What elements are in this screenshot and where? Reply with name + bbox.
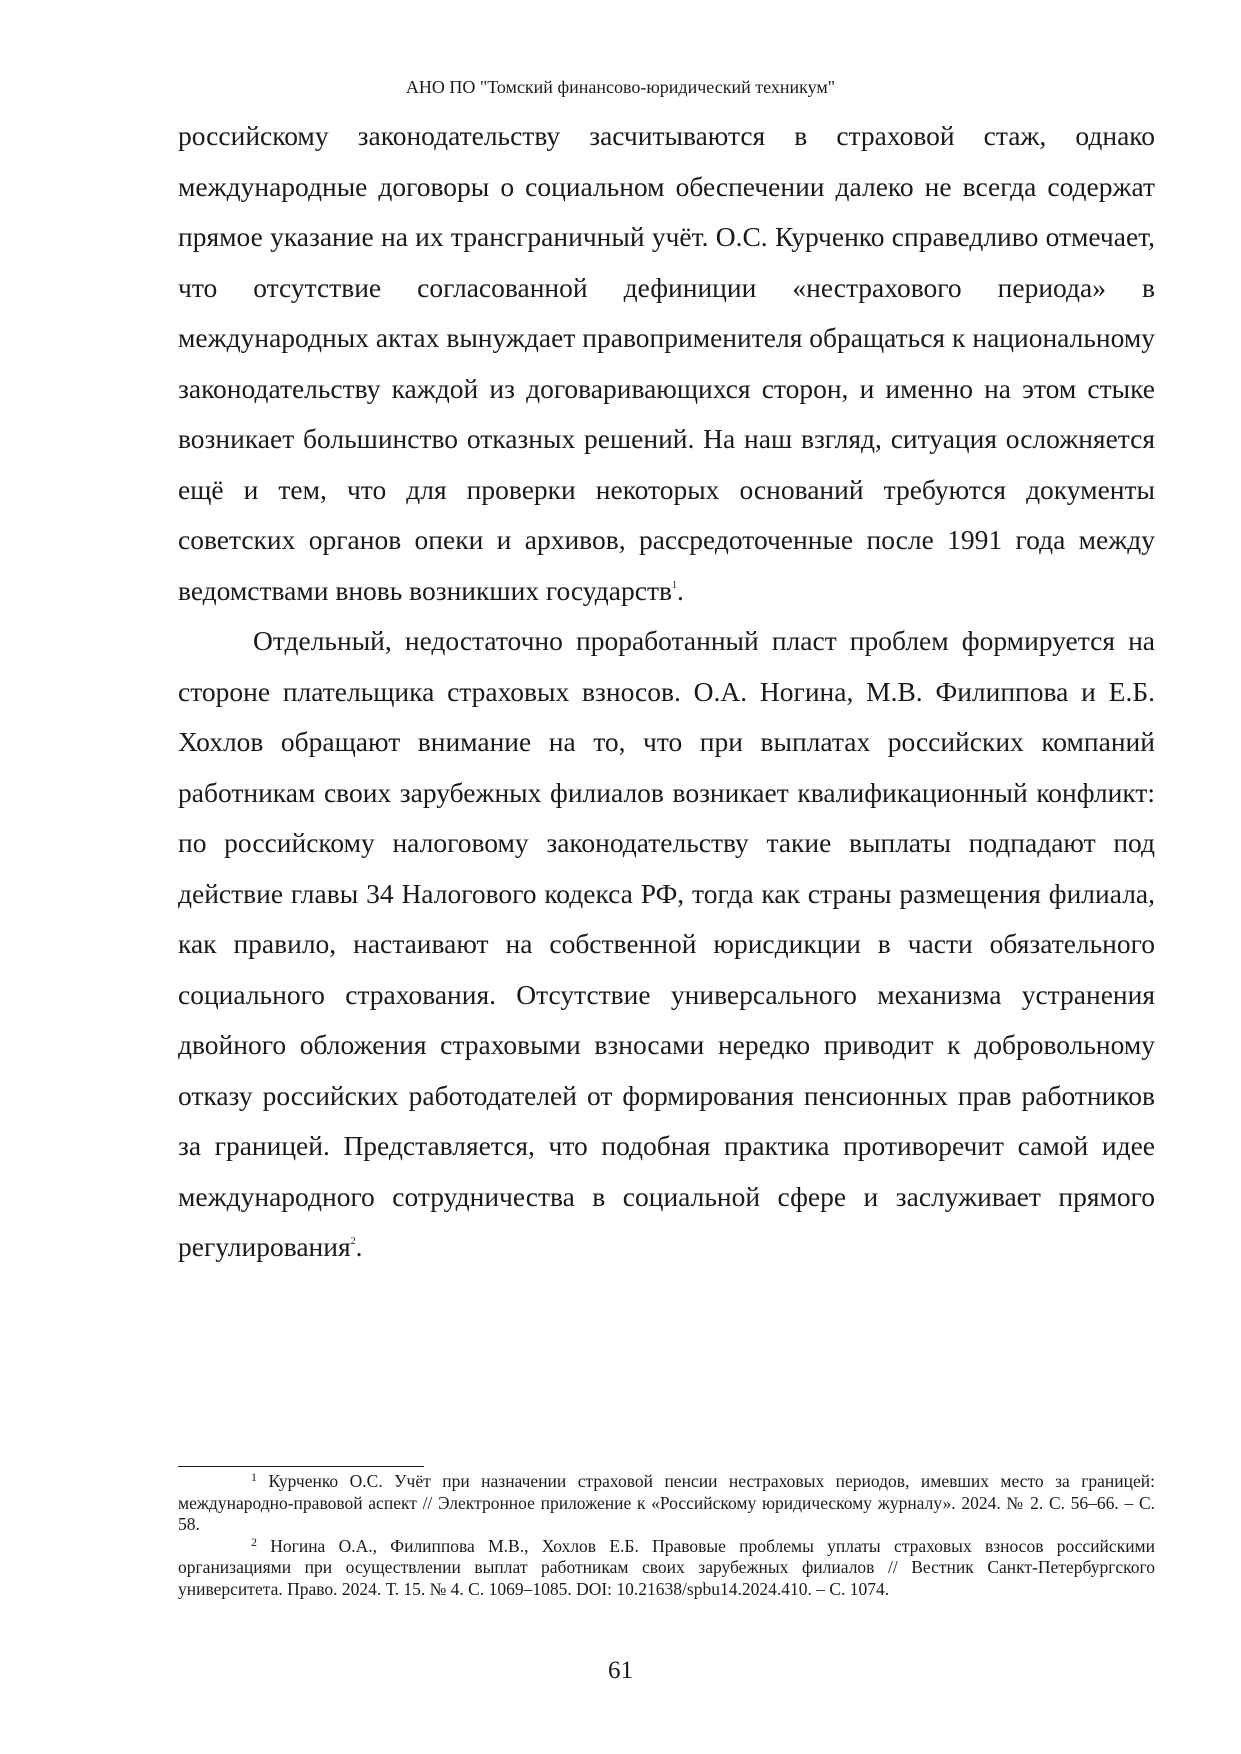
paragraph-text: российскому законодательству засчитываются в страховой стаж, однако международные договоры о социальном обеспечении далеко не всегда содержат прямое указание на их трансграничный учёт. О.С. Курченко справедливо отмечает, что отсутствие согласованной дефиниции «нестрахового периода» в международных актах вынуждает правоприменителя обращаться к национальному законодательству каждой из договаривающихся сторон, и именно на этом стыке возникает большинство отказных решений. На наш взгляд, ситуация осложняется ещё и тем, что для проверки некоторых оснований требуются документы советских органов опеки и архивов, рассредоточенные после 1991 года между ведомствами вновь возникших государств (178, 120, 1155, 606)
footnote (178, 1471, 1155, 1536)
main-text (178, 111, 1155, 1273)
footnote-text: Курченко О.С. Учёт при назначении страховой пенсии нестраховых периодов, имевших место за границей: международно-правовой аспект // Электронное приложение к «Российскому юридическому журналу». 2024. № 2. С. 56–66. – С. 58. (178, 1471, 1156, 1534)
footnote-reference[interactable]: 2 (350, 1236, 356, 1247)
paragraph-end: . (355, 1231, 363, 1262)
paragraph-end: . (676, 574, 684, 606)
footnote (178, 1536, 1155, 1601)
footnote-reference[interactable]: 1 (671, 579, 677, 591)
paragraph-text: Отдельный, недостаточно проработанный пласт проблем формируется на стороне плательщика страховых взносов. О.А. Ногина, М.В. Филиппова и Е.Б. Хохлов обращают внимание на то, что при выплатах российских компаний работникам своих зарубежных филиалов возникает квалификационный конфликт: по российскому налоговому законодательству такие выплаты подпадают под действие главы 34 Налогового кодекса РФ, тогда как страны размещения филиала, как правило, настаивают на собственной юрисдикции в части обязательного социального страхования. Отсутствие универсального механизма устранения двойного обложения страховыми взносами нередко приводит к добровольному отказу российских работодателей от формирования пенсионных прав работников за границей. Представляется, что подобная практика противоречит самой идее международного сотрудничества в социальной сфере и заслуживает прямого регулирования (178, 625, 1155, 1262)
page-number: 61 (608, 1657, 633, 1684)
footnote-number: 2 (251, 1534, 257, 1549)
paragraph (178, 616, 1155, 1273)
footnote-text: Ногина О.А., Филиппова М.В., Хохлов Е.Б. Правовые проблемы уплаты страховых взносов российскими организациями при осуществлении выплат работникам своих зарубежных филиалов // Вестник Санкт-Петербургского университета. Право. 2024. Т. 15. № 4. С. 1069–1085. DOI: 10.21638/spbu14.2024.410. – С. 1074. (178, 1535, 1156, 1599)
page-header: АНО ПО "Томский финансово-юридический техникум" (405, 77, 836, 97)
footnote-separator (178, 1466, 424, 1467)
footnotes (178, 1471, 1155, 1600)
footnote-number: 1 (251, 1470, 257, 1484)
paragraph-continuation (178, 111, 1155, 616)
